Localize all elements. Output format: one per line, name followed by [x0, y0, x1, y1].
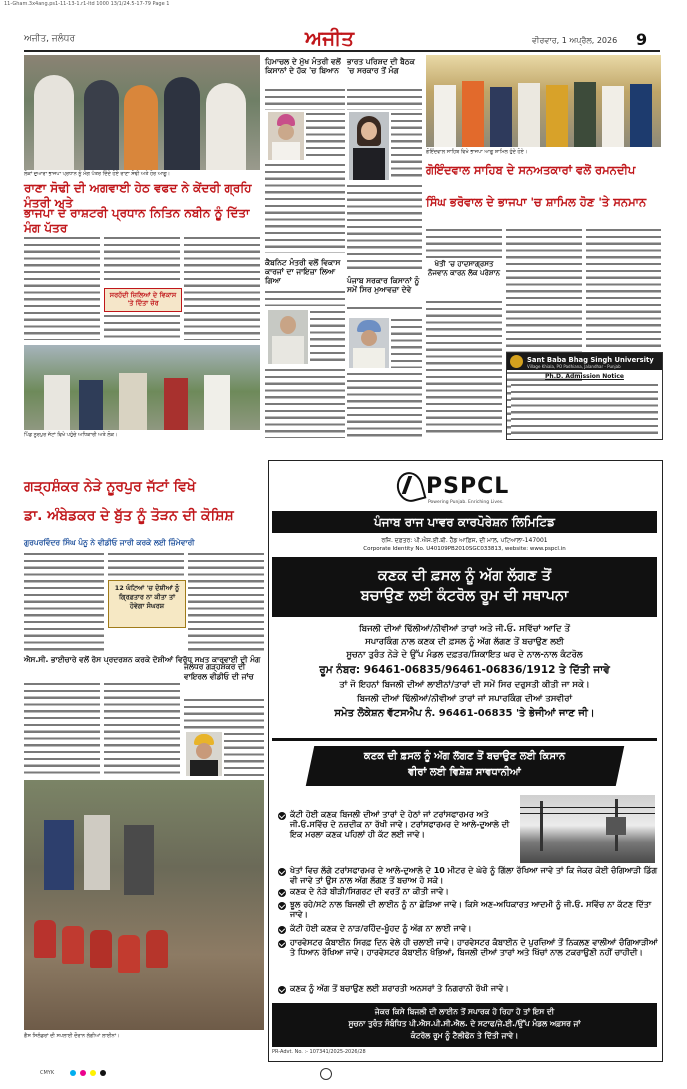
mid-headline-2: ਭਾਰਤ ਪਰਿਸ਼ਦ ਦੀ ਬੈਠਕ 'ਚ ਸਰਕਾਰ ਤੋਂ ਮੰਗ — [347, 57, 415, 75]
story3-col2a — [108, 552, 184, 578]
precaution-1: ਕੱਟੀ ਹੋਈ ਕਣਕ ਬਿਜਲੀ ਦੀਆਂ ਤਾਰਾਂ ਦੇ ਹੇਠਾਂ ਜਾਂ ਟਰਾਂਸਫਾਰਮਰ ਅਤੇ ਜੀ.ਓ.ਸਵਿੱਚ ਦੇ ਨਜ਼ਦੀਕ ਨਾ ਰੱਖੀ ਜਾਵੇ। ਟਰਾਂਸਫਾਰਮਰ ਦੇ ਆਲੇ-ਦੁਆਲੇ ਦੀ ਇਕ ਮਰਲਾ ਕਣਕ ਪਹਿਲਾਂ ਹੀ ਕੱਟ ਲਈ ਜਾਵੇ। — [290, 810, 510, 839]
precaution-3: ਕਣਕ ਦੇ ਨੇੜੇ ਬੀੜੀ/ਸਿਗਰਟ ਦੀ ਵਰਤੋਂ ਨਾ ਕੀਤੀ ਜਾਵੇ। — [290, 887, 449, 896]
mid-col1a — [265, 88, 345, 110]
story3-col6b — [224, 732, 264, 776]
pspcl-whatsapp: ਸਮੇਤ ਲੋਕੇਸ਼ਨ ਵੱਟਸਐਪ ਨੰ. 96461-06835 'ਤੇ ਭੇਜੀਆਂ ਜਾਣ ਜੀ। — [334, 708, 595, 719]
pspcl-footer-2: ਸੂਚਨਾ ਤੁਰੰਤ ਸੰਬੰਧਿਤ ਪੀ.ਐਸ.ਪੀ.ਸੀ.ਐਲ. ਦੇ ਸਟਾਫ/ਜੇ.ਈ./ਉੱਪ ਮੰਡਲ ਅਫ਼ਸਰ ਜਾਂ — [348, 1019, 581, 1028]
pspcl-line-3: ਸੂਚਨਾ ਤੁਰੰਤ ਨੇੜੇ ਦੇ ਉੱਪ ਮੰਡਲ ਦਫ਼ਤਰ/ਸ਼ਿਕਾਇਤ ਘਰ ਦੇ ਨਾਲ-ਨਾਲ ਕੰਟਰੋਲ — [346, 650, 583, 660]
nurpur-box-text: 12 ਘੰਟਿਆਂ 'ਚ ਦੋਸ਼ੀਆਂ ਨੂੰ ਗ੍ਰਿਫ਼ਤਾਰ ਨਾ ਕੀਤਾ ਤਾਂ ਹੋਵੇਗਾ ਸੰਘਰਸ਼ — [114, 584, 180, 610]
black-mark — [100, 1070, 106, 1076]
mid-col3b — [310, 310, 345, 364]
story1-col1 — [24, 236, 100, 340]
pspcl-sub-title-2: ਵੀਰਾਂ ਲਈ ਵਿਸ਼ੇਸ਼ ਸਾਵਧਾਨੀਆਂ — [408, 767, 521, 778]
pspcl-address: ਰਜਿ. ਦਫ਼ਤਰ: ਪੀ.ਐਸ.ਈ.ਬੀ. ਹੈੱਡ ਆਫ਼ਿਸ, ਦੀ ਮਾਲ, ਪਟਿਆਲਾ-147001 — [381, 537, 548, 544]
mid-headline-4: ਪੰਜਾਬ ਸਰਕਾਰ ਕਿਸਾਨਾਂ ਨੂੰ ਸਮੇਂ ਸਿਰ ਮੁਆਵਜ਼ਾ ਦੇਵੇ — [347, 276, 420, 294]
photo-mid-man-1 — [268, 112, 304, 160]
cyan-mark — [70, 1070, 76, 1076]
photo-nurpur — [24, 345, 260, 430]
university-ad — [506, 352, 663, 440]
pspcl-brand: PSPCL — [426, 474, 510, 499]
photo-gas-cylinders — [24, 780, 264, 1030]
pspcl-name: ਪੰਜਾਬ ਰਾਜ ਪਾਵਰ ਕਾਰਪੋਰੇਸ਼ਨ ਲਿਮਿਟਿਡ — [374, 515, 555, 529]
pspcl-adv-no: PR-Advt. No. :- 107341/2025-2026/28 — [272, 1049, 366, 1055]
story3-col1 — [24, 552, 104, 652]
check-icon — [278, 889, 286, 897]
story3-col5 — [104, 682, 180, 774]
side-headline: ਜਲੰਧਰ ਗੜ੍ਹਸ਼ੰਕਰ ਦੀ ਵਾਇਰਲ ਵੀਡੀਓ ਦੀ ਜਾਂਚ — [184, 662, 254, 681]
registration-mark — [320, 1068, 332, 1080]
precaution-4: ਝੂਲ ਰਹੇ/ਸਟੇ ਨਾਲ ਬਿਜਲੀ ਦੀ ਲਾਈਨ ਨੂੰ ਨਾ ਛੇੜਿਆ ਜਾਵੇ। ਕਿਸੇ ਅਣ-ਅਧਿਕਾਰਤ ਆਦਮੀ ਨੂੰ ਜੀ.ਓ. ਸਵਿੱਚ ਨਾ ਕੱਟਣ ਦਿੱਤਾ ਜਾਵੇ। — [290, 900, 652, 919]
check-icon — [278, 812, 286, 820]
pullquote: ਸਰਹੱਦੀ ਜ਼ਿਲਿਆਂ ਦੇ ਵਿਕਾਸ 'ਤੇ ਦਿੱਤਾ ਜ਼ੋਰ — [109, 291, 177, 307]
photo-mid-woman — [349, 112, 389, 180]
pspcl-tagline: Powering Punjab. Enriching Lives. — [428, 500, 504, 505]
story3-col3 — [188, 552, 264, 652]
headline-rana-2: ਭਾਜਪਾ ਦੇ ਰਾਸ਼ਟਰੀ ਪ੍ਰਧਾਨ ਨਿਤਿਨ ਨਬੀਨ ਨੂੰ ਦਿੱਤਾ ਮੰਗ ਪੱਤਰ — [24, 206, 250, 235]
masthead-rule — [24, 50, 660, 52]
nurpur-quote: ਐਸ.ਸੀ. ਭਾਈਚਾਰੇ ਵਲੋਂ ਰੋਸ ਪ੍ਰਦਰਸ਼ਨ ਕਰਕੇ ਦੋਸ਼ੀਆਂ ਵਿਰੁੱਧ ਸਖ਼ਤ ਕਾਰਵਾਈ ਦੀ ਮੰਗ — [24, 655, 261, 664]
precaution-5: ਕੱਟੀ ਹੋਈ ਕਣਕ ਦੇ ਨਾੜ/ਰਹਿੰਦ-ਖੂੰਹਦ ਨੂੰ ਅੱਗ ਨਾ ਲਾਈ ਜਾਵੇ। — [290, 924, 472, 933]
pspcl-divider — [272, 738, 657, 741]
university-text — [511, 383, 658, 435]
pspcl-logo-icon — [395, 470, 421, 500]
masthead-date: ਵੀਰਵਾਰ, 1 ਅਪ੍ਰੈਲ, 2026 — [532, 36, 618, 45]
photo-caption-2: ਪਿੰਡ ਨੂਰਪੁਰ ਜੱਟਾਂ ਵਿਖੇ ਪਹੁੰਚੇ ਅਧਿਕਾਰੀ ਅਤੇ ਲੋਕ। — [24, 432, 118, 438]
nurpur-box — [108, 580, 186, 628]
mid-col3c — [265, 368, 345, 438]
photo-rana-sodhi — [24, 55, 260, 170]
mid-col4b — [391, 318, 422, 368]
mid-col3a — [265, 290, 345, 306]
check-icon — [278, 902, 286, 910]
photo-caption-4: ਗੈਸ ਸਿਲੰਡਰਾਂ ਦੀ ਸਪਲਾਈ ਦੌਰਾਨ ਲੱਗੀਆਂ ਲਾਈਨਾਂ। — [24, 1033, 120, 1039]
print-slug: 11-Gham.3x4ang.ps1-11-13-1.r1-ltd 1000 13/1/24.5-17-79 Page 1 — [4, 1, 170, 7]
mid-col4a — [347, 306, 422, 314]
mid-headline-3: ਕੈਬਨਿਟ ਮੰਤਰੀ ਵਲੋਂ ਵਿਕਾਸ ਕਾਰਜਾਂ ਦਾ ਜਾਇਜ਼ਾ ਲਿਆ ਗਿਆ — [265, 258, 341, 285]
precaution-7: ਕਣਕ ਨੂੰ ਅੱਗ ਤੋਂ ਬਚਾਉਣ ਲਈ ਸ਼ਰਾਰਤੀ ਅਨਸਰਾਂ ਤੇ ਨਿਗਰਾਨੀ ਰੱਖੀ ਜਾਵੇ। — [290, 984, 509, 993]
photo-caption-1: ਲੋਕਾਂ ਦੁਆਰਾ ਭਾਜਪਾ ਪ੍ਰਧਾਨ ਨੂੰ ਮੰਗ ਪੱਤਰ ਦਿੰਦੇ ਹੋਏ ਰਾਣਾ ਸੋਢੀ ਅਤੇ ਹੋਰ ਆਗੂ। — [24, 171, 171, 177]
check-icon — [278, 986, 286, 994]
photo-mid-man-2 — [268, 310, 308, 364]
story1-col2a — [104, 236, 180, 284]
pspcl-footer-3: ਕੰਟਰੋਲ ਰੂਮ ਨੂੰ ਟੈਲੀਫੋਨ ਤੇ ਦਿੱਤੀ ਜਾਵੇ। — [410, 1031, 519, 1040]
photo-wheat-transformer — [520, 795, 655, 863]
mid-col2b — [391, 112, 422, 180]
mid-col4c — [347, 372, 422, 438]
story3-col6a — [184, 698, 264, 730]
precaution-6: ਹਾਰਵੇਸਟਰ ਕੰਬਾਈਨ ਸਿਰਫ਼ ਦਿਨ ਵੇਲੇ ਹੀ ਚਲਾਈ ਜਾਵੇ। ਹਾਰਵੇਸਟਰ ਕੰਬਾਈਨ ਦੇ ਪੁਰਜ਼ਿਆਂ ਤੋਂ ਨਿਕਲਣ ਵਾਲੀਆਂ ਚੰਗਿਆੜੀਆਂ ਤੇ ਧਿਆਨ ਰੱਖਿਆ ਜਾਵੇ। ਹਾਰਵੇਸਟਰ ਕੰਬਾਈਨ ਖੰਭਿਆਂ, ਬਿਜਲੀ ਦੀਆਂ ਤਾਰਾਂ ਅਤੇ ਖਿੱਚਾਂ ਨਾਲ ਟਕਰਾਉਣੀ ਨਹੀਂ ਚਾਹੀਦੀ। — [290, 938, 658, 957]
masthead-left: ਅਜੀਤ, ਜਲੰਧਰ — [24, 34, 76, 44]
story2-col3 — [586, 228, 661, 348]
pspcl-line-1: ਬਿਜਲੀ ਦੀਆਂ ਢਿੱਲੀਆਂ/ਨੀਵੀਆਂ ਤਾਰਾਂ ਅਤੇ ਜੀ.ਓ. ਸਵਿੱਚਾਂ ਆਦਿ ਤੋਂ — [359, 624, 570, 634]
pspcl-footer-box — [272, 1003, 657, 1047]
pspcl-cin: Corporate Identity No. U40109PB2010SGC033813, website: www.pspcl.in — [363, 546, 566, 552]
headline-nurpur-1: ਗੜ੍ਹਸ਼ੰਕਰ ਨੇੜੇ ਨੂਰਪੁਰ ਜੱਟਾਂ ਵਿਖੇ — [24, 479, 196, 495]
yellow-mark — [90, 1070, 96, 1076]
university-title: Sant Baba Bhag Singh University — [527, 356, 654, 364]
story1-col3 — [184, 236, 260, 340]
check-icon — [278, 940, 286, 948]
check-icon — [278, 926, 286, 934]
pspcl-control-room: ਰੂਮ ਨੰਬਰ: 96461-06835/96461-06836/1912 ਤੇ ਦਿੱਤੀ ਜਾਵੇ — [319, 664, 610, 676]
mid-col2a — [347, 88, 422, 110]
pspcl-footer-1: ਜੇਕਰ ਕਿਸੇ ਬਿਜਲੀ ਦੀ ਲਾਈਨ ਤੋਂ ਸਪਾਰਕ ਹੋ ਰਿਹਾ ਹੋ ਤਾਂ ਇਸ ਦੀ — [374, 1007, 555, 1016]
photo-side-man — [186, 732, 222, 776]
pspcl-line-5: ਤਾਂ ਜੋ ਇਹਨਾਂ ਬਿਜਲੀ ਦੀਆਂ ਲਾਈਨਾਂ/ਤਾਰਾਂ ਦੀ ਸਮੇਂ ਸਿਰ ਦਰੁਸਤੀ ਕੀਤੀ ਜਾ ਸਕੇ। — [339, 680, 590, 690]
precaution-2: ਖੇਤਾਂ ਵਿਚ ਲੱਗੇ ਟਰਾਂਸਫਾਰਮਰ ਦੇ ਆਲੇ-ਦੁਆਲੇ ਦੇ 10 ਮੀਟਰ ਦੇ ਘੇਰੇ ਨੂੰ ਗਿੱਲਾ ਰੱਖਿਆ ਜਾਵੇ ਤਾਂ ਕਿ ਜੇਕਰ ਕੋਈ ਚੰਗਿਆੜੀ ਡਿੱਗ ਵੀ ਜਾਵੇ ਤਾਂ ਉਸ ਨਾਲ ਅੱਗ ਲੱਗਣ ਤੋਂ ਬਚਾਅ ਹੋ ਸਕੇ। — [290, 866, 658, 885]
pspcl-line-6: ਬਿਜਲੀ ਦੀਆਂ ਢਿੱਲੀਆਂ/ਨੀਵੀਆਂ ਤਾਰਾਂ ਜਾਂ ਸਪਾਰਕਿੰਗ ਦੀਆਂ ਤਸਵੀਰਾਂ — [357, 694, 572, 704]
headline-goindwal-1: ਗੋਇੰਦਵਾਲ ਸਾਹਿਬ ਦੇ ਸਨਅਤਕਾਰਾਂ ਵਲੋਂ ਰਮਨਦੀਪ — [426, 163, 636, 177]
university-logo-icon — [510, 355, 523, 368]
story2-col1b — [426, 300, 502, 436]
pspcl-title-2: ਬਚਾਉਣ ਲਈ ਕੰਟਰੋਲ ਰੂਮ ਦੀ ਸਥਾਪਨਾ — [360, 588, 569, 604]
pspcl-line-2: ਸਪਾਰਕਿੰਗ ਨਾਲ ਕਣਕ ਦੀ ਫ਼ਸਲ ਨੂੰ ਅੱਗ ਲੱਗਣ ਤੋਂ ਬਚਾਉਣ ਲਈ — [365, 637, 564, 647]
mid-col1b — [306, 112, 345, 160]
university-sub: Village Khiala, PO Padhiana, Jalandhar - Punjab — [527, 364, 621, 369]
pullquote-box — [104, 288, 182, 312]
photo-goindwal — [426, 55, 661, 147]
pspcl-sub-title-1: ਕਣਕ ਦੀ ਫ਼ਸਲ ਨੂੰ ਅੱਗ ਲੱਗਣ ਤੋਂ ਬਚਾਉਣ ਲਈ ਕਿਸਾਨ — [363, 751, 566, 762]
photo-mid-man-3 — [349, 318, 389, 368]
mid-col1c — [265, 163, 345, 253]
pspcl-name-bar — [272, 511, 657, 533]
university-notice: Ph.D. Admission Notice — [545, 373, 624, 380]
story3-col4 — [24, 682, 100, 774]
subheadline-nurpur: ਗੁਰਪਰਵਿੰਦਰ ਸਿੰਘ ਪੰਨੂ ਨੇ ਵੀਡੀਓ ਜਾਰੀ ਕਰਕੇ ਲਈ ਜ਼ਿੰਮੇਵਾਰੀ — [24, 538, 195, 547]
headline-nurpur-2: ਡਾ. ਅੰਬੇਡਕਰ ਦੇ ਬੁੱਤ ਨੂੰ ਤੋੜਨ ਦੀ ਕੋਸ਼ਿਸ਼ — [24, 508, 234, 524]
photo-caption-3: ਗੋਇੰਦਵਾਲ ਸਾਹਿਬ ਵਿਖੇ ਭਾਜਪਾ ਆਗੂ ਸ਼ਾਮਿਲ ਹੁੰਦੇ ਹੋਏ। — [426, 149, 528, 155]
pspcl-title-1: ਕਣਕ ਦੀ ਫ਼ਸਲ ਨੂੰ ਅੱਗ ਲੱਗਣ ਤੋਂ — [377, 568, 552, 584]
mid-col2c — [347, 184, 422, 272]
headline-goindwal-2: ਸਿੰਘ ਭਰੋਵਾਲ ਦੇ ਭਾਜਪਾ 'ਚ ਸ਼ਾਮਿਲ ਹੋਣ 'ਤੇ ਸਨਮਾਨ — [426, 195, 647, 209]
pspcl-main-title-box — [272, 557, 657, 617]
mid-headline-1: ਹਿਮਾਚਲ ਦੇ ਮੁੱਖ ਮੰਤਰੀ ਵਲੋਂ ਕਿਸਾਨਾਂ ਦੇ ਹੱਕ 'ਚ ਬਿਆਨ — [265, 57, 341, 75]
magenta-mark — [80, 1070, 86, 1076]
check-icon — [278, 868, 286, 876]
story2-col1a — [426, 228, 502, 258]
logo: ਅਜੀਤ — [305, 26, 355, 50]
headline-rana-1: ਰਾਣਾ ਸੋਢੀ ਦੀ ਅਗਵਾਈ ਹੇਠ ਵਫਦ ਨੇ ਕੇਂਦਰੀ ਗ੍ਰਹਿ ਮੰਤਰੀ ਅਤੇ — [24, 181, 252, 210]
story2-subhead: ਖੇਤੀ 'ਚ ਹਾਦਸਾਗ੍ਰਸਤ ਨੌਜਵਾਨ ਕਾਰਨ ਲੋਕ ਪਰੇਸ਼ਾਨ — [428, 260, 500, 277]
page-number: 9 — [636, 30, 648, 49]
story1-col2b — [104, 314, 180, 340]
cmyk-label: CMYK — [40, 1070, 55, 1076]
